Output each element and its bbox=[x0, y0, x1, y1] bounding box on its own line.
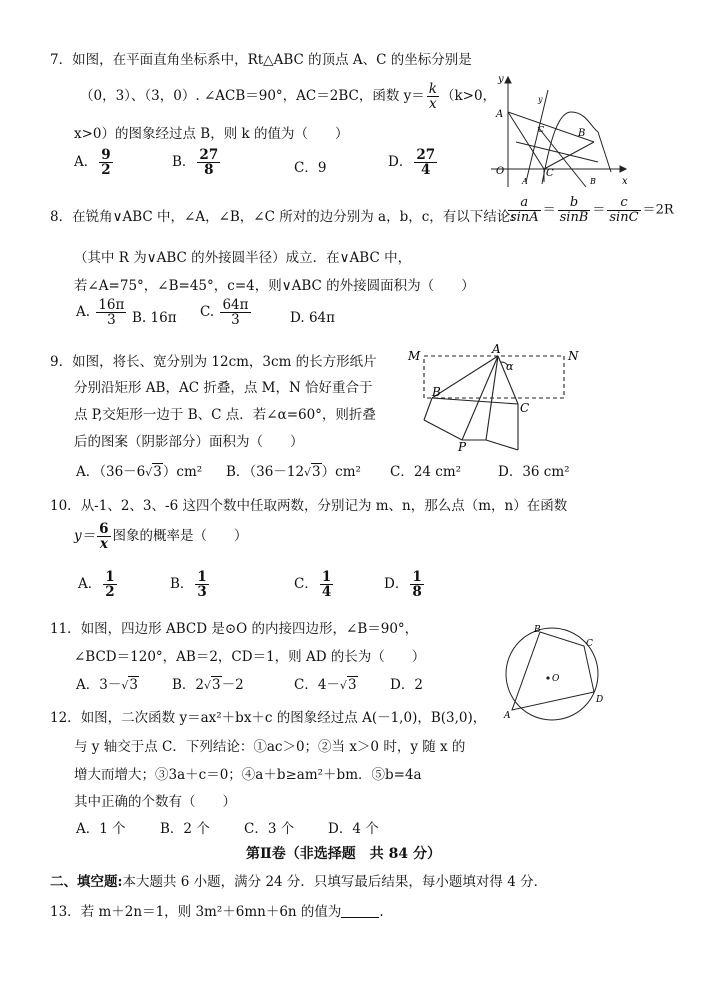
q11-option-c[interactable]: C．4－√3 bbox=[294, 677, 357, 693]
q11-option-b[interactable]: B．2√3－2 bbox=[172, 677, 244, 693]
q8-option-d[interactable]: D. 64π bbox=[290, 310, 335, 326]
q12-option-d[interactable]: D．4 个 bbox=[328, 821, 379, 837]
q7-line1: 7．如图，在平面直角坐标系中，Rt△ABC 的顶点 A、C 的坐标分别是 bbox=[50, 52, 472, 68]
q7-fig-o: O bbox=[496, 166, 505, 177]
q12-option-b[interactable]: B．2 个 bbox=[160, 821, 210, 837]
q8-option-c[interactable]: C. $\frac{64\pi}{3}$ bbox=[200, 297, 249, 329]
q9-fig-m: M bbox=[408, 349, 421, 363]
q11-line2: ∠BCD＝120°，AB＝2，CD＝1，则 AD 的长为（ ） bbox=[74, 649, 426, 665]
q7-line3: x>0）的图象经过点 B，则 k 的值为（ ） bbox=[74, 126, 349, 142]
q9-fig-n: N bbox=[568, 349, 579, 363]
q10-line2: y＝ $\frac{6}{x}$ 图象的概率是（ ） bbox=[74, 521, 248, 553]
q7-option-d[interactable]: D． $\frac{27}{4}$ bbox=[388, 147, 436, 179]
q8-line3: 若∠A=75°，∠B=45°，c=4，则∨ABC 的外接圆面积为（ ） bbox=[74, 278, 475, 294]
q7-figure bbox=[486, 72, 634, 192]
q7-fig-x: x bbox=[622, 176, 628, 187]
q8-line2: （其中 R 为∨ABC 的外接圆半径）成立．在∨ABC 中， bbox=[74, 250, 412, 266]
q8-line1: 8．在锐角∨ABC 中，∠A，∠B，∠C 所对的边分别为 a，b，c，有以下结论: bbox=[50, 209, 515, 225]
q10-option-b[interactable]: B． $\frac{1}{3}$ bbox=[170, 569, 207, 601]
q13-answer-blank[interactable] bbox=[341, 917, 379, 918]
q11-fig-c: C bbox=[586, 639, 593, 649]
q12-line2: 与 y 轴交于点 C．下列结论：①ac＞0；②当 x＞0 时，y 随 x 的 bbox=[74, 739, 466, 755]
q7-fig-b: B bbox=[578, 128, 586, 139]
svg-text:B: B bbox=[590, 177, 596, 186]
q9-option-b[interactable]: B．（36－12√3）cm² bbox=[226, 464, 361, 480]
q12-line3: 增大而增大；③3a＋c＝0；④a＋b≥am²＋bm．⑤b=4a bbox=[74, 767, 422, 783]
q11-fig-o: O bbox=[552, 674, 560, 684]
q10-option-d[interactable]: D． $\frac{1}{8}$ bbox=[384, 569, 422, 601]
q10-option-c[interactable]: C． $\frac{1}{4}$ bbox=[294, 569, 332, 601]
svg-text:y: y bbox=[538, 95, 543, 104]
q7-line2: （0，3）、（3，0）. ∠ACB＝90°，AC＝2BC，函数 y＝ $\frac{k}{x}$ （k>0， bbox=[80, 81, 497, 113]
q10-line1: 10．从-1、2、3、-6 这四个数中任取两数，分别记为 m、n，那么点（m，n）在函数 bbox=[50, 498, 568, 514]
svg-text:A: A bbox=[522, 177, 528, 186]
svg-text:C: C bbox=[538, 125, 545, 134]
q9-fig-c: C bbox=[520, 401, 530, 415]
q8-option-a[interactable]: A. $\frac{16\pi}{3}$ bbox=[76, 297, 125, 329]
q7-option-a[interactable]: A． $\frac{9}{2}$ bbox=[74, 147, 111, 179]
q7-fig-y: y bbox=[498, 74, 504, 85]
q11-line1: 11．如图，四边形 ABCD 是⊙O 的内接四边形，∠B＝90°， bbox=[50, 621, 419, 637]
part2-section: 二、填空题:本大题共 6 小题，满分 24 分．只填写最后结果，每小题填对得 4 分． bbox=[50, 874, 548, 890]
q10-option-a[interactable]: A． $\frac{1}{2}$ bbox=[78, 569, 115, 601]
q7-option-c[interactable]: C．9 bbox=[294, 160, 327, 176]
q8-option-b[interactable]: B. 16π bbox=[132, 310, 177, 326]
q9-line3: 点 P,交矩形一边于 B、C 点．若∠α=60°，则折叠 bbox=[74, 407, 376, 423]
q9-line4: 后的图案（阴影部分）面积为（ ） bbox=[74, 434, 304, 450]
q7-option-b[interactable]: B． $\frac{27}{8}$ bbox=[172, 147, 219, 179]
q11-option-a[interactable]: A．3－√3 bbox=[76, 677, 138, 693]
q12-option-a[interactable]: A．1 个 bbox=[76, 821, 126, 837]
q9-line2: 分别沿矩形 AB，AC 折叠，点 M，N 恰好重合于 bbox=[74, 380, 373, 396]
q11-fig-a: A bbox=[504, 711, 511, 721]
q9-fig-b: B bbox=[432, 385, 441, 399]
part2-title: 第Ⅱ卷（非选择题 共 84 分） bbox=[246, 846, 442, 862]
q12-line4: 其中正确的个数有（ ） bbox=[74, 794, 236, 810]
q11-figure bbox=[498, 622, 610, 722]
q9-fig-p: P bbox=[458, 440, 467, 452]
q11-option-d[interactable]: D．2 bbox=[390, 677, 423, 693]
q13-line: 13．若 m＋2n＝1，则 3m²＋6mn＋6n 的值为 . bbox=[50, 904, 384, 920]
q8-law-of-sines: $\frac{a}{\sin A}$ ＝ $\frac{b}{\sin B}$ ＝ $\frac{c}{\sin C}$ ＝2R bbox=[510, 195, 674, 225]
q7-fig-c: C bbox=[546, 168, 554, 179]
q11-fig-b: B bbox=[534, 625, 541, 635]
q9-figure bbox=[402, 340, 582, 452]
q9-option-a[interactable]: A．（36－6√3）cm² bbox=[76, 464, 203, 480]
q7-fig-a: A bbox=[496, 109, 504, 120]
q11-fig-d: D bbox=[596, 695, 604, 705]
q9-fig-a: A bbox=[492, 342, 501, 356]
q9-option-d[interactable]: D．36 cm² bbox=[498, 464, 570, 480]
q9-option-c[interactable]: C．24 cm² bbox=[390, 464, 462, 480]
q12-line1: 12．如图，二次函数 y＝ax²＋bx＋c 的图象经过点 A(－1,0)，B(3,0)， bbox=[50, 710, 487, 726]
q12-option-c[interactable]: C．3 个 bbox=[244, 821, 295, 837]
q9-fig-alpha: α bbox=[506, 360, 514, 373]
q9-line1: 9．如图，将长、宽分别为 12cm，3cm 的长方形纸片 bbox=[50, 354, 377, 370]
